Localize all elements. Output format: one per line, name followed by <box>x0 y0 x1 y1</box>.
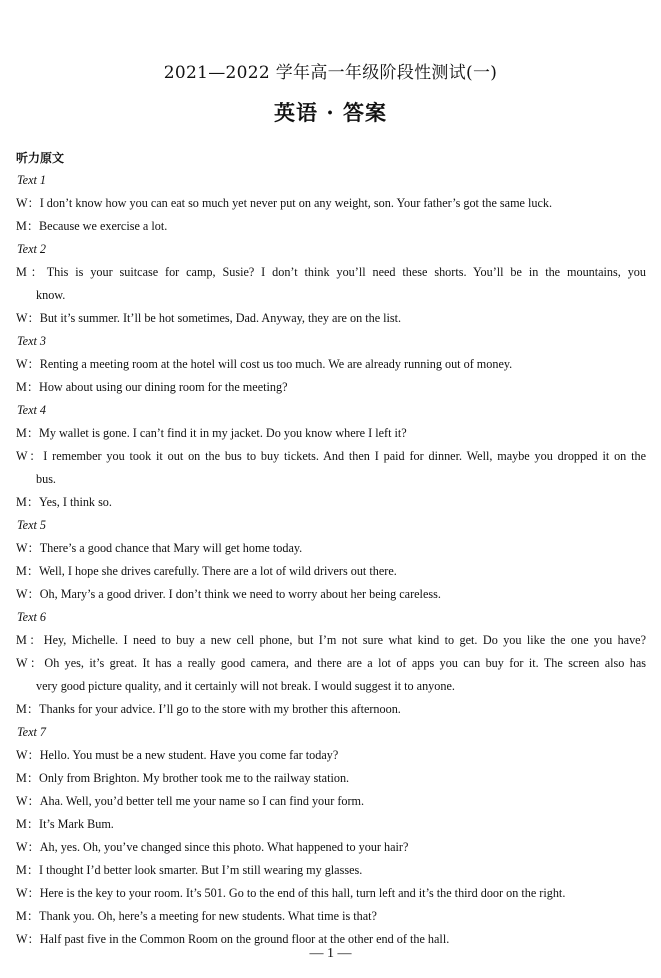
speaker-tag: W： <box>16 541 40 555</box>
speech-line <box>0 859 661 882</box>
speech-text: Thank you. Oh, here’s a meeting for new students. What time is that? <box>39 909 377 923</box>
speaker-tag: W： <box>16 794 40 808</box>
speech-text: How about using our dining room for the meeting? <box>39 380 288 394</box>
speech-line <box>0 836 661 859</box>
speaker-tag: W： <box>16 196 40 210</box>
speech-content <box>16 357 512 371</box>
speech-text: Well, I hope she drives carefully. There are a lot of wild drivers out there. <box>39 564 397 578</box>
speech-continuation: bus. <box>36 472 56 486</box>
speech-content <box>16 909 377 923</box>
speaker-tag: M： <box>16 564 40 578</box>
speech-text: Here is the key to your room. It’s 501. Go to the end of this hall, turn left and it’s the third door on the right. <box>39 886 566 900</box>
speech-content <box>16 932 449 946</box>
speech-line <box>0 491 661 514</box>
speaker-tag: W： <box>16 748 40 762</box>
speech-content <box>16 771 349 785</box>
speech-line <box>0 261 661 284</box>
speech-line <box>0 767 661 790</box>
speaker-tag: M： <box>16 426 40 440</box>
speech-text: Aha. Well, you’d better tell me your name so I can find your form. <box>39 794 365 808</box>
speech-content <box>16 380 287 394</box>
speaker-tag: W： <box>16 357 40 371</box>
speech-text: Yes, I think so. <box>39 495 112 509</box>
speech-text: Only from Brighton. My brother took me to the railway station. <box>39 771 350 785</box>
speech-line <box>0 629 661 652</box>
transcript-lines <box>0 169 661 951</box>
text-label: Text 3 <box>17 334 47 348</box>
text-label: Text 5 <box>17 518 47 532</box>
speech-text: My wallet is gone. I can’t find it in my jacket. Do you know where I left it? <box>39 426 407 440</box>
speech-text: Ah, yes. Oh, you’ve changed since this photo. What happened to your hair? <box>39 840 409 854</box>
speech-content <box>16 564 397 578</box>
text-label: Text 1 <box>17 173 47 187</box>
speech-content <box>16 629 646 652</box>
speaker-tag: M： <box>16 909 40 923</box>
speaker-tag: M： <box>16 495 40 509</box>
text-label: Text 2 <box>17 242 47 256</box>
speech-text: I remember you took it out on the bus to buy tickets. And then I paid for dinner. Well, maybe you dropped it on the <box>43 449 646 463</box>
speech-line <box>0 307 661 330</box>
speech-text: I don’t know how you can eat so much yet never put on any weight, son. Your father’s got the same luck. <box>39 196 553 210</box>
speech-line <box>0 422 661 445</box>
speech-text: It’s Mark Bum. <box>39 817 114 831</box>
speaker-tag: M： <box>16 265 47 279</box>
speaker-tag: W： <box>16 656 45 670</box>
speaker-tag: W： <box>16 311 40 325</box>
speaker-tag: W： <box>16 449 44 463</box>
speech-text: Hey, Michelle. I need to buy a new cell phone, but I’m not sure what kind to get. Do you like the one you have? <box>43 633 647 647</box>
speaker-tag: M： <box>16 863 40 877</box>
speaker-tag: W： <box>16 932 40 946</box>
page-number: — 1 — <box>309 946 352 961</box>
speech-text: Hello. You must be a new student. Have you come far today? <box>39 748 339 762</box>
speech-content <box>16 311 401 325</box>
speaker-tag: M： <box>16 380 40 394</box>
speech-line <box>0 744 661 767</box>
speech-line <box>0 445 661 468</box>
speech-content <box>16 840 408 854</box>
speech-content <box>16 794 364 808</box>
speech-text: But it’s summer. It’ll be hot sometimes, Dad. Anyway, they are on the list. <box>39 311 402 325</box>
speaker-tag: M： <box>16 702 40 716</box>
speech-line <box>0 376 661 399</box>
speech-content <box>16 886 565 900</box>
speech-content <box>16 817 114 831</box>
section-title: 听力原文 <box>16 151 65 165</box>
speech-line <box>0 537 661 560</box>
speech-text: Oh, Mary’s a good driver. I don’t think we need to worry about her being careless. <box>39 587 441 601</box>
text-label: Text 7 <box>17 725 47 739</box>
speech-text: Oh yes, it’s great. It has a really good camera, and there are a lot of apps you can buy for it. The screen also has <box>44 656 646 670</box>
speech-content <box>16 495 112 509</box>
speech-text: I thought I’d better look smarter. But I’m still wearing my glasses. <box>39 863 363 877</box>
speech-line <box>0 353 661 376</box>
speech-line <box>0 652 661 675</box>
exam-subtitle: 英语 · 答案 <box>274 100 387 125</box>
speech-line <box>0 905 661 928</box>
speaker-tag: W： <box>16 840 40 854</box>
speaker-tag: M： <box>16 219 40 233</box>
speech-continuation: know. <box>36 288 66 302</box>
speech-content <box>16 587 441 601</box>
speech-line <box>0 790 661 813</box>
speaker-tag: M： <box>16 633 44 647</box>
speech-line <box>0 882 661 905</box>
speech-content <box>16 445 646 468</box>
text-label: Text 4 <box>17 403 47 417</box>
speech-text: Half past five in the Common Room on the ground floor at the other end of the hall. <box>39 932 450 946</box>
speech-content <box>16 652 646 675</box>
speech-text: Renting a meeting room at the hotel will cost us too much. We are already running out of money. <box>39 357 513 371</box>
speech-content <box>16 426 407 440</box>
speech-content <box>16 219 167 233</box>
speech-content <box>16 261 646 284</box>
speech-text: There’s a good chance that Mary will get home today. <box>39 541 303 555</box>
speech-line <box>0 583 661 606</box>
speech-content <box>16 748 338 762</box>
speech-line <box>0 192 661 215</box>
exam-title: 2021—2022 学年高一年级阶段性测试(一) <box>163 63 498 83</box>
speaker-tag: M： <box>16 817 40 831</box>
speech-content <box>16 541 302 555</box>
speech-text: Thanks for your advice. I’ll go to the store with my brother this afternoon. <box>39 702 401 716</box>
speech-text: This is your suitcase for camp, Susie? I don’t think you’ll need these shorts. You’ll be in the mountains, you <box>46 265 646 279</box>
speech-continuation: very good picture quality, and it certainly will not break. I would suggest it to anyone. <box>36 679 455 693</box>
speech-line <box>0 813 661 836</box>
text-label: Text 6 <box>17 610 47 624</box>
speaker-tag: W： <box>16 587 40 601</box>
speech-content <box>16 196 552 210</box>
speaker-tag: W： <box>16 886 40 900</box>
speech-line <box>0 215 661 238</box>
speech-content <box>16 863 362 877</box>
speech-text: Because we exercise a lot. <box>39 219 168 233</box>
speaker-tag: M： <box>16 771 40 785</box>
speech-content <box>16 702 401 716</box>
speech-line <box>0 560 661 583</box>
speech-line <box>0 698 661 721</box>
